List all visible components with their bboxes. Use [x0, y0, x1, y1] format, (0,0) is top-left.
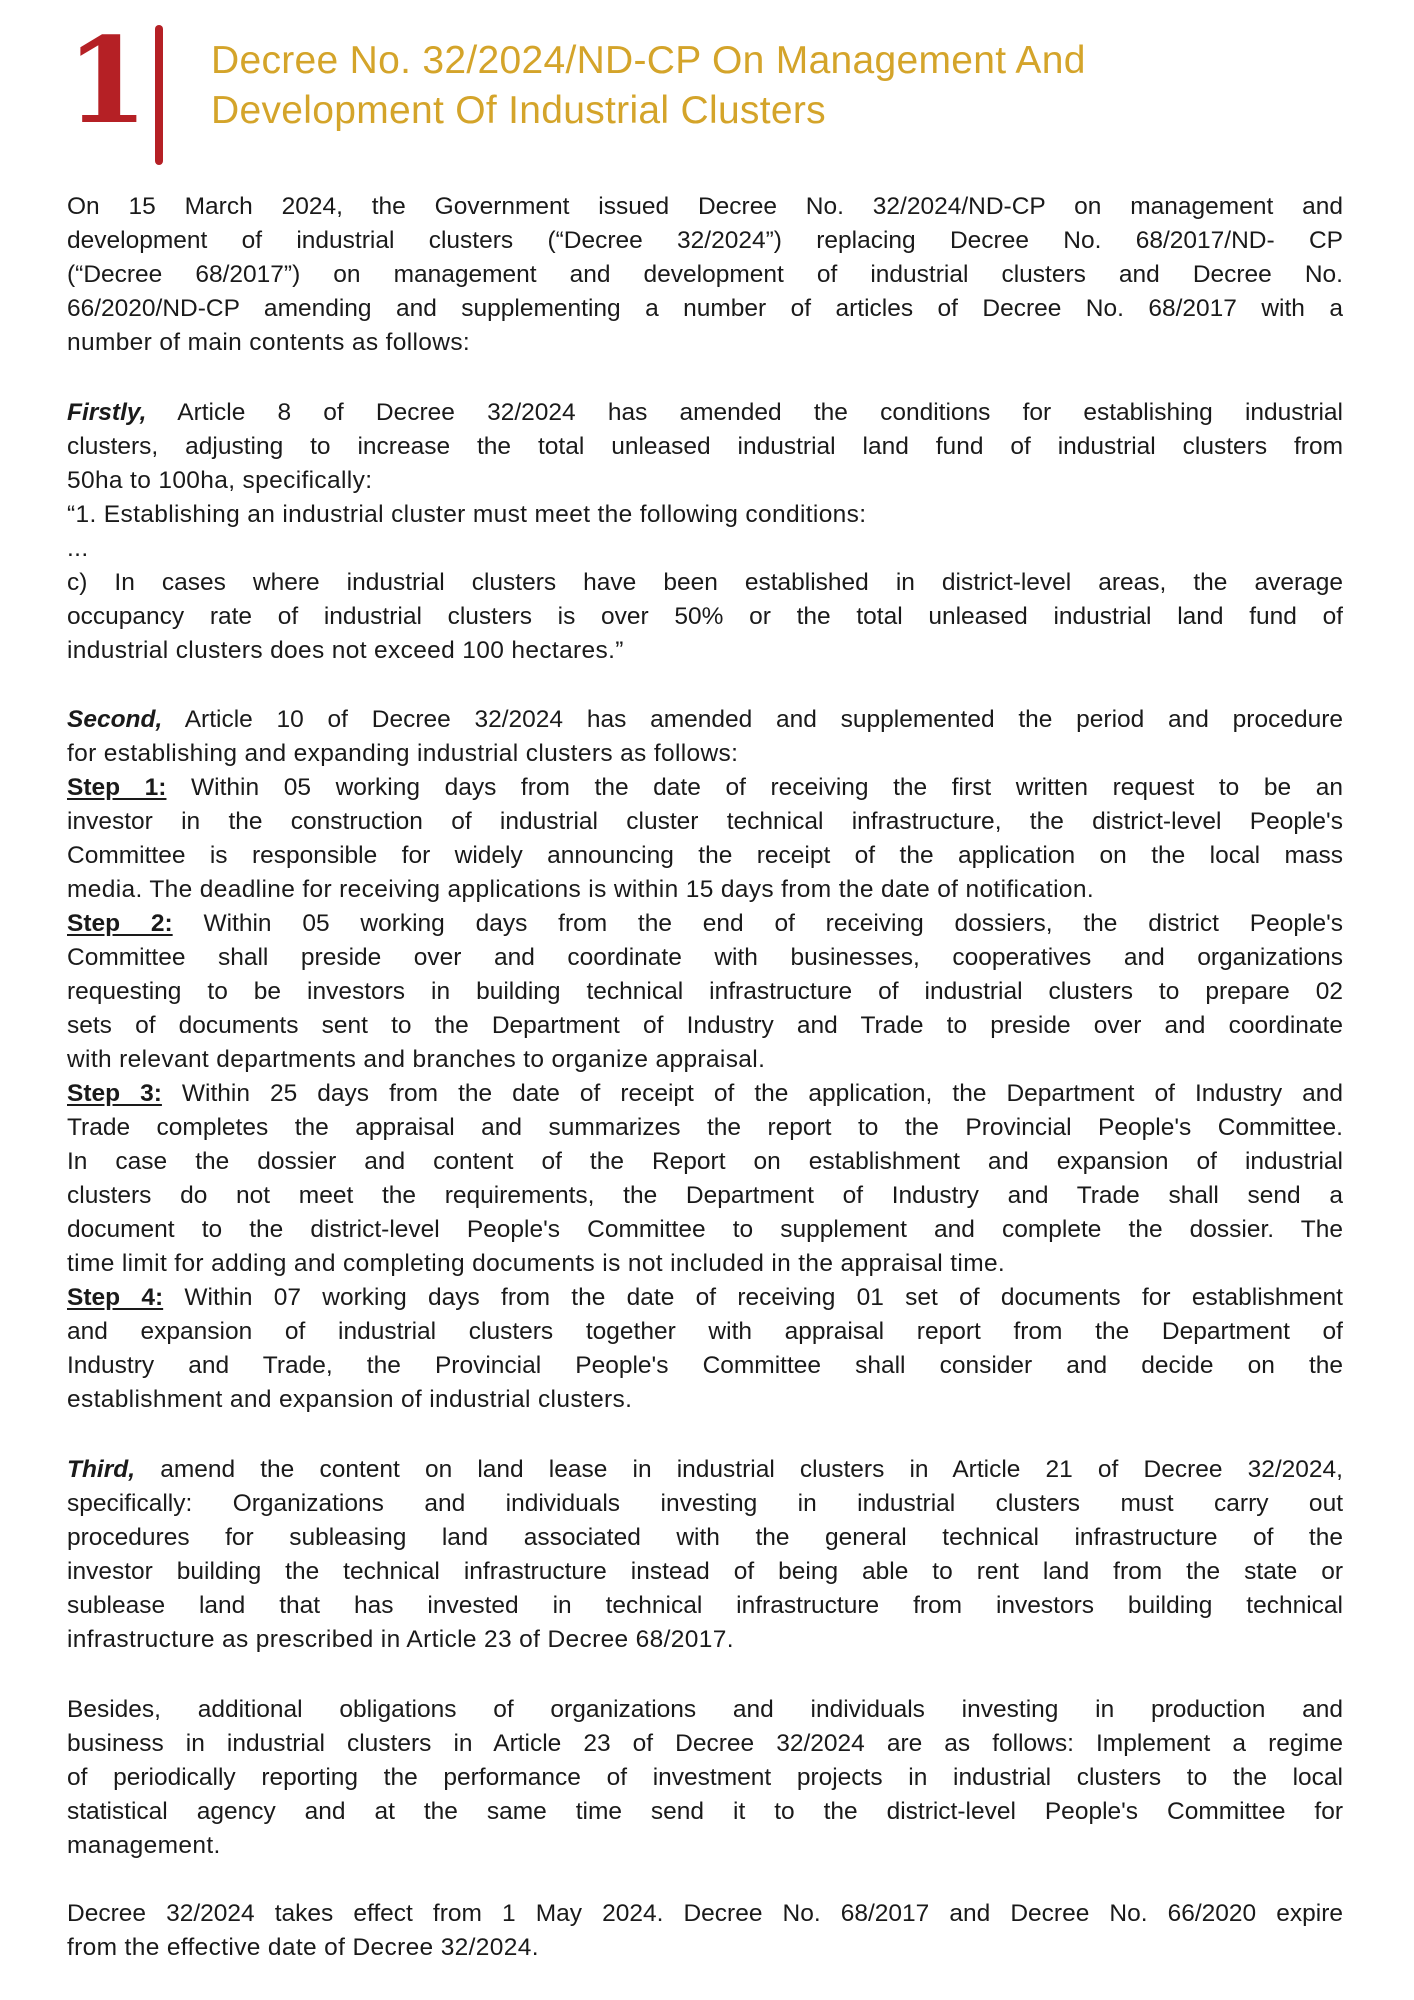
paragraph-line	[67, 1281, 1343, 1315]
line-text: In case the dossier and content of the Report on establishment and expansion of industrial	[67, 1148, 1343, 1175]
paragraph-line	[67, 703, 1343, 737]
line-text: development of industrial clusters (“Decree 32/2024”) replacing Decree No. 68/2017/ND- CP	[67, 227, 1343, 254]
line-text: Decree 32/2024 takes effect from 1 May 2024. Decree No. 68/2017 and Decree No. 66/2020 expire	[67, 1900, 1343, 1927]
paragraph-line	[67, 566, 1343, 600]
line-text: statistical agency and at the same time send it to the district-level People's Committee for	[67, 1798, 1343, 1825]
line-text: 66/2020/ND-CP amending and supplementing a number of articles of Decree No. 68/2017 with a	[67, 295, 1343, 322]
paragraph-line	[67, 941, 1343, 975]
section-lead-label: Firstly,	[67, 399, 147, 426]
line-text: On 15 March 2024, the Government issued Decree No. 32/2024/ND-CP on management and	[67, 193, 1343, 220]
line-text: for establishing and expanding industrial clusters as follows:	[67, 740, 739, 767]
line-text: Committee is responsible for widely announcing the receipt of the application on the local mass	[67, 842, 1343, 869]
line-text: requesting to be investors in building technical infrastructure of industrial clusters to prepare 02	[67, 978, 1343, 1005]
page-title-line: Development Of Industrial Clusters	[211, 89, 826, 132]
line-text: procedures for subleasing land associated with the general technical infrastructure of the	[67, 1524, 1343, 1551]
paragraph-line	[67, 498, 1343, 532]
line-text: management.	[67, 1832, 221, 1859]
line-text: Article 10 of Decree 32/2024 has amended and supplemented the period and procedure	[162, 706, 1343, 733]
paragraph-line	[67, 1111, 1343, 1145]
paragraph-line	[67, 1555, 1343, 1589]
line-text: occupancy rate of industrial clusters is over 50% or the total unleased industrial land fund of	[67, 603, 1343, 630]
paragraph-line	[67, 975, 1343, 1009]
paragraph-line	[67, 1179, 1343, 1213]
paragraph-line	[67, 1315, 1343, 1349]
paragraph-line	[67, 190, 1343, 224]
line-text: Within 05 working days from the date of receiving the first written request to be an	[166, 774, 1343, 801]
step-label: Step 4:	[67, 1284, 164, 1311]
step-label: Step 1:	[67, 774, 167, 801]
line-text: Industry and Trade, the Provincial People's Committee shall consider and decide on the	[67, 1352, 1343, 1379]
paragraph-line	[67, 1795, 1343, 1829]
paragraph-line	[67, 224, 1343, 258]
paragraph-line	[67, 907, 1343, 941]
paragraph-line	[67, 1829, 1343, 1863]
line-text: clusters do not meet the requirements, the Department of Industry and Trade shall send a	[67, 1182, 1343, 1209]
section-lead-label: Third,	[67, 1456, 136, 1483]
line-text: business in industrial clusters in Article 23 of Decree 32/2024 are as follows: Implement a regime	[67, 1730, 1343, 1757]
paragraph-line	[67, 771, 1343, 805]
paragraph-line	[67, 430, 1343, 464]
paragraph-line	[67, 1213, 1343, 1247]
line-text: sets of documents sent to the Department of Industry and Trade to preside over and coordinate	[67, 1012, 1343, 1039]
paragraph-line	[67, 600, 1343, 634]
paragraph-line	[67, 532, 1343, 566]
paragraph-line	[67, 1349, 1343, 1383]
paragraph-line	[67, 1521, 1343, 1555]
line-text: of periodically reporting the performance of investment projects in industrial clusters to the local	[67, 1764, 1343, 1791]
paragraph-line	[67, 1727, 1343, 1761]
section-lead-label: Second,	[67, 706, 163, 733]
line-text: number of main contents as follows:	[67, 329, 471, 356]
line-text: Committee shall preside over and coordinate with businesses, cooperatives and organizations	[67, 944, 1343, 971]
line-text: from the effective date of Decree 32/2024.	[67, 1934, 539, 1961]
line-text: clusters, adjusting to increase the total unleased industrial land fund of industrial clusters from	[67, 433, 1343, 460]
line-text: Article 8 of Decree 32/2024 has amended the conditions for establishing industrial	[146, 399, 1343, 426]
page-title-line: Decree No. 32/2024/ND-CP On Management And	[211, 39, 1086, 82]
line-text: industrial clusters does not exceed 100 hectares.”	[67, 637, 624, 664]
line-text: Within 05 working days from the end of receiving dossiers, the district People's	[172, 910, 1343, 937]
paragraph-line	[67, 464, 1343, 498]
line-text: investor building the technical infrastructure instead of being able to rent land from the state or	[67, 1558, 1343, 1585]
paragraph-line	[67, 873, 1343, 907]
line-text: Within 07 working days from the date of receiving 01 set of documents for establishment	[163, 1284, 1343, 1311]
line-text: media. The deadline for receiving applications is within 15 days from the date of notification.	[67, 876, 1094, 903]
line-text: amend the content on land lease in industrial clusters in Article 21 of Decree 32/2024,	[135, 1456, 1343, 1483]
paragraph-line	[67, 737, 1343, 771]
line-text: “1. Establishing an industrial cluster must meet the following conditions:	[67, 501, 867, 528]
line-text: time limit for adding and completing documents is not included in the appraisal time.	[67, 1250, 1006, 1277]
line-text: with relevant departments and branches to organize appraisal.	[67, 1046, 766, 1073]
paragraph-line	[67, 1623, 1343, 1657]
line-text: investor in the construction of industrial cluster technical infrastructure, the district-level People's	[67, 808, 1343, 835]
paragraph-line	[67, 1145, 1343, 1179]
line-text: Besides, additional obligations of organizations and individuals investing in production and	[67, 1696, 1343, 1723]
paragraph-line	[67, 1761, 1343, 1795]
paragraph-line	[67, 292, 1343, 326]
line-text: infrastructure as prescribed in Article 23 of Decree 68/2017.	[67, 1626, 734, 1653]
paragraph-line	[67, 1589, 1343, 1623]
paragraph-line	[67, 805, 1343, 839]
paragraph-line	[67, 326, 1343, 360]
paragraph-line	[67, 634, 1343, 668]
paragraph-line	[67, 1487, 1343, 1521]
page-title	[211, 36, 1361, 136]
paragraph-line	[67, 1043, 1343, 1077]
line-text: Trade completes the appraisal and summarizes the report to the Provincial People's Committee.	[67, 1114, 1343, 1141]
line-text: (“Decree 68/2017”) on management and development of industrial clusters and Decree No.	[67, 261, 1343, 288]
paragraph-line	[67, 1693, 1343, 1727]
paragraph-line	[67, 1897, 1343, 1931]
line-text: specifically: Organizations and individuals investing in industrial clusters must carry out	[67, 1490, 1343, 1517]
paragraph-line	[67, 396, 1343, 430]
line-text: establishment and expansion of industrial clusters.	[67, 1386, 633, 1413]
line-text: sublease land that has invested in technical infrastructure from investors building technical	[67, 1592, 1343, 1619]
line-text: and expansion of industrial clusters together with appraisal report from the Department of	[67, 1318, 1343, 1345]
paragraph-line	[67, 1077, 1343, 1111]
step-label: Step 2:	[67, 910, 173, 937]
step-label: Step 3:	[67, 1080, 162, 1107]
line-text: document to the district-level People's Committee to supplement and complete the dossier. The	[67, 1216, 1343, 1243]
paragraph-line	[67, 839, 1343, 873]
line-text: 50ha to 100ha, specifically:	[67, 467, 373, 494]
paragraph-line	[67, 1931, 1343, 1965]
paragraph-line	[67, 1453, 1343, 1487]
line-text: c) In cases where industrial clusters have been established in district-level areas, the average	[67, 569, 1343, 596]
section-number: 1	[66, 11, 149, 150]
section-divider-bar	[155, 25, 163, 165]
line-text: ...	[67, 535, 89, 562]
line-text: Within 25 days from the date of receipt of the application, the Department of Industry and	[161, 1080, 1343, 1107]
paragraph-line	[67, 1009, 1343, 1043]
paragraph-line	[67, 1383, 1343, 1417]
paragraph-line	[67, 258, 1343, 292]
paragraph-line	[67, 1247, 1343, 1281]
